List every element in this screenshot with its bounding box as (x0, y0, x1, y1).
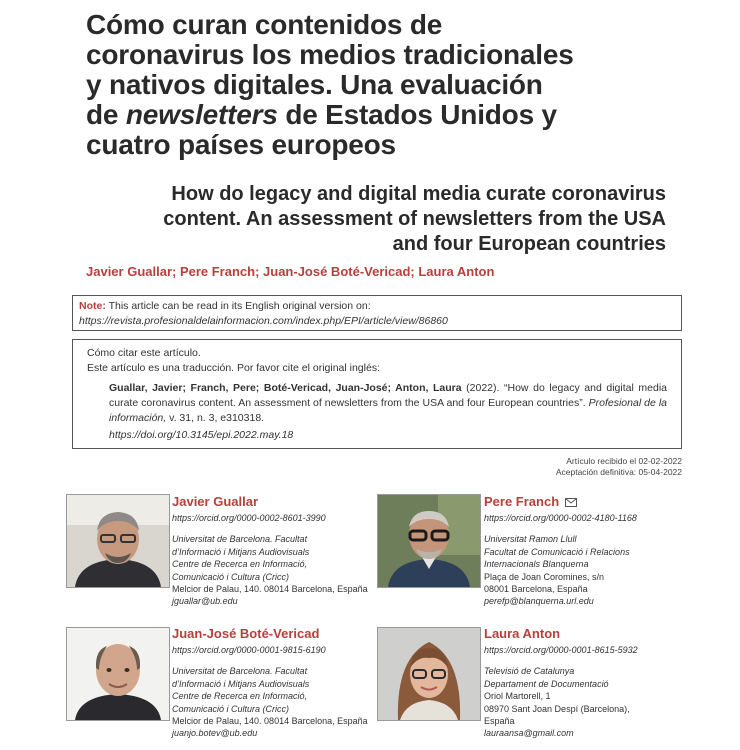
orcid-link[interactable]: https://orcid.org/0000-0001-8615-5932 (484, 645, 638, 655)
author-photo-anton (377, 627, 481, 721)
article-dates (556, 456, 682, 478)
email-link[interactable]: lauraansa@gmail.com (484, 728, 574, 739)
author-name: Pere Franch (484, 494, 560, 509)
citation-instruction: Este artículo es una traducción. Por favor cite el original inglés: (87, 362, 380, 374)
english-version-link[interactable]: https://revista.profesionaldelainformacion.com/index.php/EPI/article/view/86860 (79, 315, 448, 327)
citation-doi-link[interactable]: https://doi.org/10.3145/epi.2022.may.18 (109, 429, 294, 441)
note-label: Note: (79, 300, 106, 312)
author-photo-bote-vericad (66, 627, 170, 721)
email-link[interactable]: juanjo.botev@ub.edu (172, 728, 258, 739)
author-card-franch: Pere Franch https://orcid.org/0000-0002-4180-1168 Universitat Ramon Llull Facultat de Comunicació i Relacions Internacionals Blanquerna Plaça de Joan Coromines, s/n 08001 Barcelona, España perefp@blanquerna.url.edu (484, 494, 689, 608)
email-link[interactable]: perefp@blanquerna.url.edu (484, 596, 594, 607)
author-name: Juan-José Boté-Vericad (172, 626, 320, 641)
email-link[interactable]: jguallar@ub.edu (172, 596, 238, 607)
author-photo-guallar (66, 494, 170, 588)
citation-box (72, 339, 682, 449)
orcid-link[interactable]: https://orcid.org/0000-0001-9815-6190 (172, 645, 326, 655)
author-name: Javier Guallar (172, 494, 258, 509)
portrait-image (67, 628, 169, 720)
author-card-bote-vericad: Juan-José Boté-Vericad https://orcid.org/0000-0001-9815-6190 Universitat de Barcelona. Facultat d’Informació i Mitjans Audiovisuals Centre de Recerca en Informació, Comunicació i Cultura (Cricc) Melcior de Palau, 140. 08014 Barcelona, España juanjo.botev@ub.edu (172, 626, 372, 740)
author-card-anton: Laura Anton https://orcid.org/0000-0001-8615-5932 Televisió de Catalunya Departament de Documentació Oriol Martorell, 1 08970 Sant Joan Despí (Barcelona), España lauraansa@gmail.com (484, 626, 689, 740)
article-title-english: How do legacy and digital media curate coronavirus content. An assessment of newsletters from the USA and four European countries (163, 183, 666, 255)
author-card-guallar: Javier Guallar https://orcid.org/0000-0002-8601-3990 Universitat de Barcelona. Facultat d’Informació i Mitjans Audiovisuals Centre de Recerca en Informació, Comunicació i Cultura (Cricc) Melcior de Palau, 140. 08014 Barcelona, España jguallar@ub.edu (172, 494, 372, 608)
author-list: Javier Guallar; Pere Franch; Juan-José Boté-Vericad; Laura Anton (86, 264, 495, 279)
citation-heading: Cómo citar este artículo. (87, 347, 201, 359)
portrait-image (67, 495, 169, 587)
envelope-icon[interactable] (565, 498, 577, 507)
article-title-spanish: Cómo curan contenidos de coronavirus los medios tradicionales y nativos digitales. Una evaluación de newsletters de Estados Unidos y cuatro países europeos (86, 9, 574, 160)
author-photo-franch (377, 494, 481, 588)
received-date: Artículo recibido el 02-02-2022 (566, 456, 682, 466)
english-version-note (72, 295, 682, 331)
portrait-image (378, 628, 480, 720)
portrait-image (378, 495, 480, 587)
author-name: Laura Anton (484, 626, 561, 641)
citation-reference: Guallar, Javier; Franch, Pere; Boté-Vericad, Juan-José; Anton, Laura (2022). “How do legacy and digital media curate coronavirus content. An assessment of newsletters from the USA and four European countries”. Profesional de la información, v. 31, n. 3, e310318. (109, 382, 667, 424)
accepted-date: Aceptación definitiva: 05-04-2022 (555, 467, 682, 477)
orcid-link[interactable]: https://orcid.org/0000-0002-4180-1168 (484, 513, 637, 523)
note-text: This article can be read in its English original version on: (105, 300, 371, 312)
orcid-link[interactable]: https://orcid.org/0000-0002-8601-3990 (172, 513, 326, 523)
